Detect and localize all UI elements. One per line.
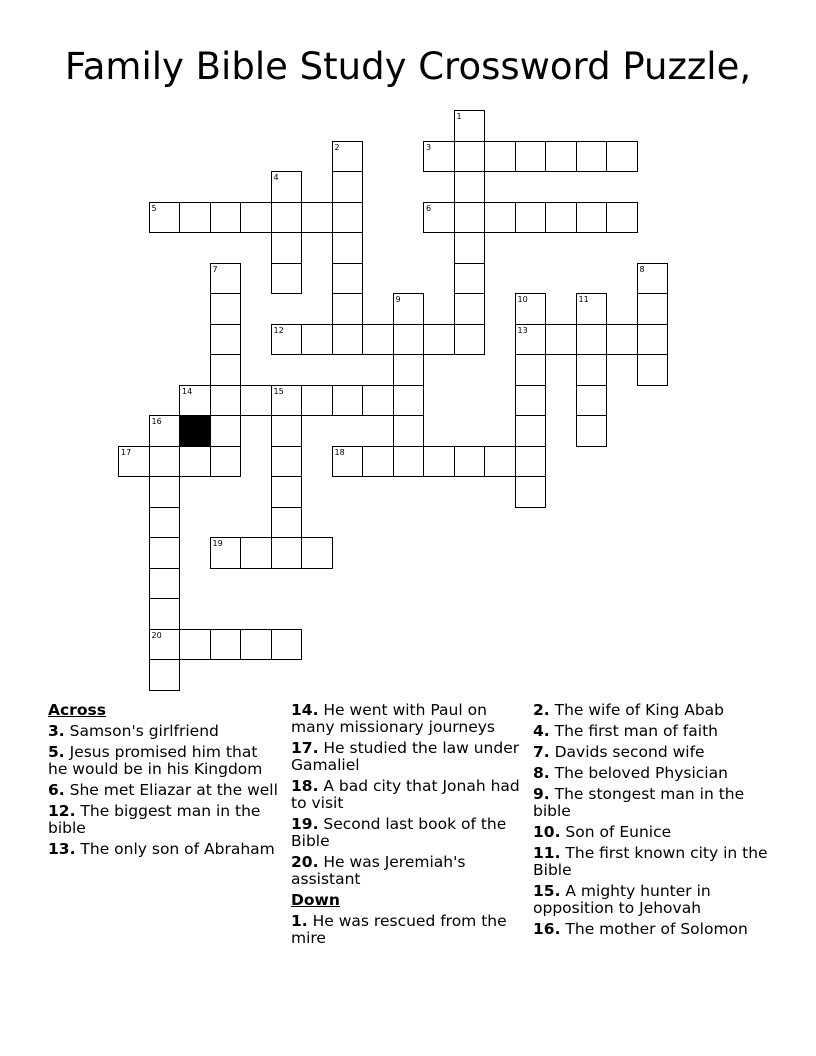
clue-down-11: 11. The first known city in the Bible xyxy=(533,844,768,879)
clue-number: 14 xyxy=(182,386,193,396)
grid-cell[interactable] xyxy=(393,385,425,417)
grid-cell[interactable] xyxy=(149,202,181,234)
grid-cell[interactable] xyxy=(423,324,455,356)
grid-cell[interactable] xyxy=(271,232,303,264)
grid-cell[interactable] xyxy=(271,507,303,539)
grid-cell[interactable] xyxy=(454,110,486,142)
grid-cell[interactable] xyxy=(637,324,669,356)
clue-down-7: 7. Davids second wife xyxy=(533,743,705,761)
grid-cell[interactable] xyxy=(332,171,364,203)
clue-down-8: 8. The beloved Physician xyxy=(533,764,728,782)
clue-number: 19 xyxy=(212,539,223,548)
grid-cell[interactable] xyxy=(545,202,577,234)
grid-cell[interactable] xyxy=(240,629,272,661)
grid-cell[interactable] xyxy=(271,415,303,447)
clue-number: 16 xyxy=(151,417,162,426)
clue-across-13: 13. The only son of Abraham xyxy=(48,840,275,858)
clue-number: 8 xyxy=(639,264,645,274)
grid-cell[interactable] xyxy=(271,446,303,478)
clues-column-1 xyxy=(48,702,280,862)
grid-cell[interactable] xyxy=(271,385,303,417)
grid-cell[interactable] xyxy=(149,629,181,661)
grid-cell[interactable] xyxy=(210,629,242,661)
across-heading: Across xyxy=(48,701,106,719)
grid-cell[interactable] xyxy=(423,446,455,478)
grid-cell[interactable] xyxy=(240,537,272,569)
puzzle-title: Family Bible Study Crossword Puzzle, xyxy=(64,45,752,88)
grid-cell[interactable] xyxy=(515,415,547,447)
grid-cell[interactable] xyxy=(210,324,242,356)
grid-cell[interactable] xyxy=(210,202,242,234)
grid-cell[interactable] xyxy=(271,324,303,356)
grid-cell[interactable] xyxy=(301,537,333,569)
clue-number: 6 xyxy=(426,203,432,213)
grid-cell[interactable] xyxy=(454,171,486,203)
clue-down-4: 4. The first man of faith xyxy=(533,722,718,740)
clue-number: 17 xyxy=(121,447,132,457)
grid-cell[interactable] xyxy=(240,202,272,234)
grid-cell[interactable] xyxy=(271,476,303,508)
clue-number: 1 xyxy=(456,112,462,121)
grid-cell[interactable] xyxy=(393,293,425,325)
clue-across-14: 14. He went with Paul on many missionary journeys xyxy=(291,701,495,736)
clue-number: 15 xyxy=(273,386,284,396)
grid-cell[interactable] xyxy=(637,293,669,325)
clue-down-1: 1. He was rescued from the mire xyxy=(291,912,507,947)
grid-cell[interactable] xyxy=(515,446,547,478)
grid-cell[interactable] xyxy=(393,324,425,356)
grid-cell[interactable] xyxy=(637,354,669,386)
clue-number: 13 xyxy=(517,325,528,335)
grid-cell[interactable] xyxy=(179,446,211,478)
grid-cell[interactable] xyxy=(576,324,608,356)
clues-column-3 xyxy=(533,702,773,942)
grid-cell[interactable] xyxy=(576,415,608,447)
grid-cell[interactable] xyxy=(149,446,181,478)
grid-cell[interactable] xyxy=(515,476,547,508)
grid-cell[interactable] xyxy=(515,354,547,386)
grid-cell[interactable] xyxy=(515,202,547,234)
clue-number: 11 xyxy=(578,295,589,304)
grid-cell[interactable] xyxy=(210,293,242,325)
clue-number: 3 xyxy=(426,142,432,152)
grid-cell[interactable] xyxy=(454,202,486,234)
grid-cell[interactable] xyxy=(301,385,333,417)
grid-cell[interactable] xyxy=(332,324,364,356)
clue-number: 18 xyxy=(334,447,345,457)
grid-cell[interactable] xyxy=(210,415,242,447)
grid-cell[interactable] xyxy=(271,629,303,661)
grid-cell[interactable] xyxy=(332,202,364,234)
grid-cell[interactable] xyxy=(271,537,303,569)
grid-cell[interactable] xyxy=(454,232,486,264)
grid-cell[interactable] xyxy=(362,446,394,478)
grid-cell[interactable] xyxy=(576,385,608,417)
grid-cell[interactable] xyxy=(332,446,364,478)
grid-cell[interactable] xyxy=(393,446,425,478)
grid-cell[interactable] xyxy=(484,141,516,173)
clue-across-6: 6. She met Eliazar at the well xyxy=(48,781,278,799)
grid-cell[interactable] xyxy=(118,446,150,478)
grid-cell[interactable] xyxy=(484,202,516,234)
grid-cell[interactable] xyxy=(515,385,547,417)
grid-cell[interactable] xyxy=(454,446,486,478)
grid-cell[interactable] xyxy=(423,202,455,234)
clue-down-9: 9. The stongest man in the bible xyxy=(533,785,745,820)
clue-number: 7 xyxy=(212,264,218,274)
grid-cell[interactable] xyxy=(362,324,394,356)
grid-cell[interactable] xyxy=(393,415,425,447)
grid-cell[interactable] xyxy=(576,141,608,173)
grid-cell[interactable] xyxy=(149,537,181,569)
grid-cell[interactable] xyxy=(271,202,303,234)
grid-cell[interactable] xyxy=(210,354,242,386)
grid-cell[interactable] xyxy=(271,263,303,295)
clue-number: 10 xyxy=(517,295,528,304)
grid-cell[interactable] xyxy=(149,568,181,600)
grid-cell[interactable] xyxy=(332,232,364,264)
grid-cell[interactable] xyxy=(332,141,364,173)
clue-down-15: 15. A mighty hunter in opposition to Jehovah xyxy=(533,882,711,917)
grid-cell[interactable] xyxy=(515,293,547,325)
clue-across-12: 12. The biggest man in the bible xyxy=(48,802,261,837)
grid-cell[interactable] xyxy=(240,385,272,417)
grid-cell[interactable] xyxy=(149,598,181,630)
grid-cell[interactable] xyxy=(393,354,425,386)
grid-cell[interactable] xyxy=(606,141,638,173)
grid-cell[interactable] xyxy=(332,293,364,325)
clue-number: 4 xyxy=(273,173,279,182)
grid-cell[interactable] xyxy=(149,659,181,691)
grid-cell[interactable] xyxy=(149,415,181,447)
grid-cell[interactable] xyxy=(606,202,638,234)
clue-down-2: 2. The wife of King Abab xyxy=(533,701,724,719)
clue-down-10: 10. Son of Eunice xyxy=(533,823,672,841)
grid-cell[interactable] xyxy=(332,385,364,417)
clue-number: 20 xyxy=(151,630,162,640)
grid-cell[interactable] xyxy=(332,263,364,295)
grid-cell[interactable] xyxy=(301,202,333,234)
grid-cell[interactable] xyxy=(454,293,486,325)
grid-cell[interactable] xyxy=(179,629,211,661)
grid-cell[interactable] xyxy=(210,446,242,478)
clue-down-16: 16. The mother of Solomon xyxy=(533,920,748,938)
grid-cell[interactable] xyxy=(637,263,669,295)
grid-cell[interactable] xyxy=(362,385,394,417)
grid-cell[interactable] xyxy=(210,385,242,417)
grid-cell[interactable] xyxy=(515,141,547,173)
grid-cell[interactable] xyxy=(545,141,577,173)
grid-cell[interactable] xyxy=(179,385,211,417)
grid-cell[interactable] xyxy=(576,293,608,325)
grid-cell[interactable] xyxy=(271,171,303,203)
grid-cell[interactable] xyxy=(423,141,455,173)
grid-cell[interactable] xyxy=(454,263,486,295)
clue-across-19: 19. Second last book of the Bible xyxy=(291,815,507,850)
grid-cell[interactable] xyxy=(484,446,516,478)
grid-cell[interactable] xyxy=(606,324,638,356)
grid-cell[interactable] xyxy=(301,324,333,356)
down-heading: Down xyxy=(291,891,340,909)
grid-cell[interactable] xyxy=(576,202,608,234)
clue-across-3: 3. Samson's girlfriend xyxy=(48,722,219,740)
grid-cell[interactable] xyxy=(149,476,181,508)
clue-number: 5 xyxy=(151,203,157,213)
clue-number: 9 xyxy=(395,295,401,304)
grid-cell[interactable] xyxy=(149,507,181,539)
clue-across-17: 17. He studied the law under Gamaliel xyxy=(291,739,520,774)
grid-cell[interactable] xyxy=(454,141,486,173)
clue-number: 12 xyxy=(273,325,284,335)
clue-across-20: 20. He was Jeremiah's assistant xyxy=(291,853,466,888)
black-cell xyxy=(179,415,211,447)
grid-cell[interactable] xyxy=(454,324,486,356)
clue-across-18: 18. A bad city that Jonah had to visit xyxy=(291,777,520,812)
grid-cell[interactable] xyxy=(179,202,211,234)
grid-cell[interactable] xyxy=(576,354,608,386)
clue-across-5: 5. Jesus promised him that he would be in his Kingdom xyxy=(48,743,263,778)
grid-cell[interactable] xyxy=(545,324,577,356)
clues-column-2 xyxy=(291,702,523,951)
grid-cell[interactable] xyxy=(515,324,547,356)
clue-number: 2 xyxy=(334,142,340,152)
grid-cell[interactable] xyxy=(210,537,242,569)
grid-cell[interactable] xyxy=(210,263,242,295)
